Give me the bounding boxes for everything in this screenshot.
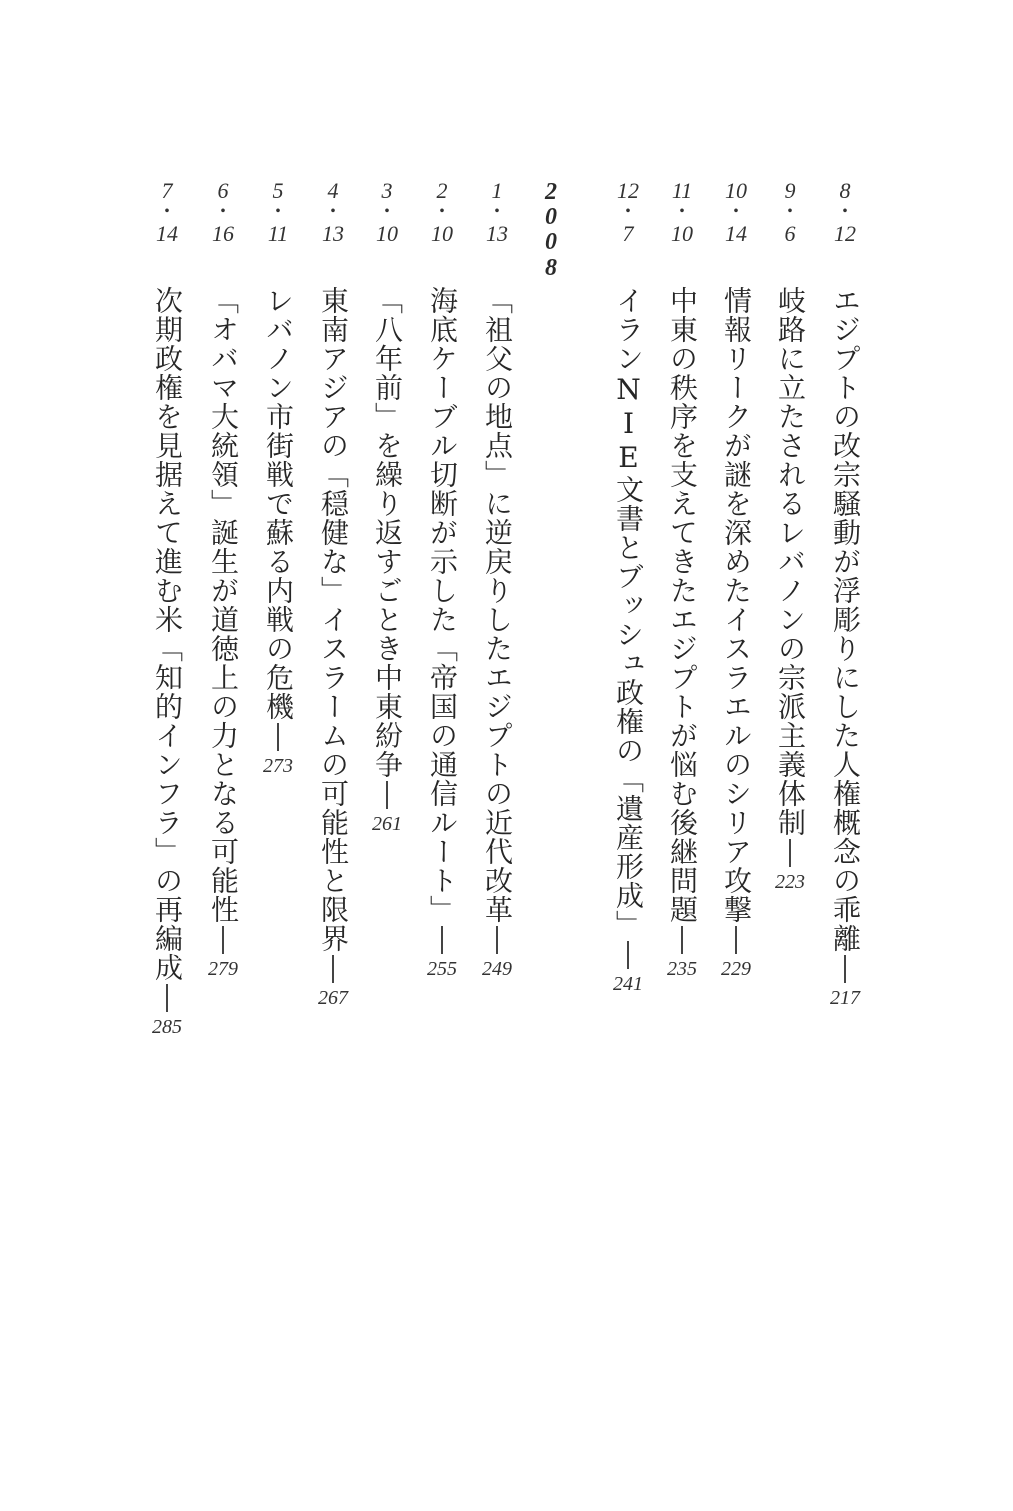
entry-date: 5 ・ 11 — [257, 178, 299, 286]
entry-title: レバノン市街戦で蘇る内戦の危機 — [262, 286, 295, 721]
toc-entry — [661, 178, 703, 981]
entry-month: 10 — [725, 178, 747, 203]
toc-entry — [607, 178, 649, 996]
leader-dash — [789, 839, 791, 867]
leader-dash — [386, 781, 388, 809]
leader-dash — [277, 723, 279, 751]
entry-title: 「オバマ大統領」誕生が道徳上の力となる可能性 — [207, 286, 240, 924]
entry-date: 9 ・ 6 — [769, 178, 811, 286]
entry-title: エジプトの改宗騒動が浮彫りにした人権概念の乖離 — [829, 286, 862, 953]
entry-title: 東南アジアの「穏健な」イスラームの可能性と限界 — [317, 286, 350, 953]
entry-date: 11 ・ 10 — [661, 178, 703, 286]
leader-dash — [222, 926, 224, 954]
entry-page-number: 235 — [667, 958, 697, 980]
entry-page-number: 267 — [318, 987, 348, 1009]
entry-page-number: 273 — [263, 755, 293, 777]
entry-month: 5 — [272, 178, 284, 203]
toc-entry — [769, 178, 811, 894]
entry-day: 14 — [725, 221, 747, 247]
year-heading: 2 0 0 8 — [545, 179, 557, 281]
toc-entry — [476, 178, 518, 981]
entry-day: 13 — [486, 221, 508, 247]
entry-title: 「祖父の地点」に逆戻りしたエジプトの近代改革 — [481, 286, 514, 924]
entry-page-number: 241 — [613, 973, 643, 995]
entry-page-number: 223 — [775, 871, 805, 893]
entry-page-number: 229 — [721, 958, 751, 980]
entry-month: 12 — [617, 178, 639, 203]
leader-dash — [735, 926, 737, 954]
toc-entry — [146, 178, 188, 1039]
entry-title: 「八年前」を繰り返すごとき中東紛争 — [371, 286, 404, 779]
entry-date: 6 ・ 16 — [202, 178, 244, 286]
toc-entry — [715, 178, 757, 981]
entry-title: イランNIE文書とブッシュ政権の「遺産形成」 — [612, 286, 645, 939]
entry-page-number: 217 — [830, 987, 860, 1009]
entry-month: 9 — [784, 178, 796, 203]
entry-day: 12 — [834, 221, 856, 247]
entry-day: 11 — [267, 221, 289, 247]
entry-page-number: 285 — [152, 1016, 182, 1038]
entry-month: 2 — [436, 178, 448, 203]
entry-title: 次期政権を見据えて進む米「知的インフラ」の再編成 — [151, 286, 184, 982]
entry-month: 6 — [217, 178, 229, 203]
toc-entry — [202, 178, 244, 981]
entry-title: 岐路に立たされるレバノンの宗派主義体制 — [774, 286, 807, 837]
entry-day: 10 — [431, 221, 453, 247]
leader-dash — [627, 941, 629, 969]
entry-title: 中東の秩序を支えてきたエジプトが悩む後継問題 — [666, 286, 699, 924]
entry-day: 14 — [156, 221, 178, 247]
entry-date: 1 ・ 13 — [476, 178, 518, 286]
toc-entry — [257, 178, 299, 778]
entry-date: 7 ・ 14 — [146, 178, 188, 286]
leader-dash — [496, 926, 498, 954]
entry-date: 8 ・ 12 — [824, 178, 866, 286]
entry-page-number: 279 — [208, 958, 238, 980]
entry-title: 海底ケーブル切断が示した「帝国の通信ルート」 — [426, 286, 459, 924]
entry-page-number: 249 — [482, 958, 512, 980]
entry-day: 13 — [322, 221, 344, 247]
entry-day: 16 — [212, 221, 234, 247]
toc-entry — [312, 178, 354, 1010]
entry-date: 4 ・ 13 — [312, 178, 354, 286]
entry-month: 8 — [839, 178, 851, 203]
toc-entry — [824, 178, 866, 1010]
entry-page-number: 261 — [372, 813, 402, 835]
toc-entry — [366, 178, 408, 836]
entry-day: 10 — [376, 221, 398, 247]
entry-date: 2 ・ 10 — [421, 178, 463, 286]
entry-page-number: 255 — [427, 958, 457, 980]
entry-day: 10 — [671, 221, 693, 247]
entry-date: 12 ・ 7 — [607, 178, 649, 286]
toc-entry — [421, 178, 463, 981]
leader-dash — [844, 955, 846, 983]
leader-dash — [332, 955, 334, 983]
entry-date: 10 ・ 14 — [715, 178, 757, 286]
entry-month: 7 — [161, 178, 173, 203]
entry-month: 4 — [327, 178, 339, 203]
leader-dash — [441, 926, 443, 954]
entry-month: 3 — [381, 178, 393, 203]
entry-day: 7 — [622, 221, 634, 247]
entry-day: 6 — [784, 221, 796, 247]
entry-month: 11 — [671, 178, 693, 203]
entry-month: 1 — [491, 178, 503, 203]
entry-date: 3 ・ 10 — [366, 178, 408, 286]
leader-dash — [166, 984, 168, 1012]
entry-title: 情報リークが謎を深めたイスラエルのシリア攻撃 — [720, 286, 753, 924]
leader-dash — [681, 926, 683, 954]
